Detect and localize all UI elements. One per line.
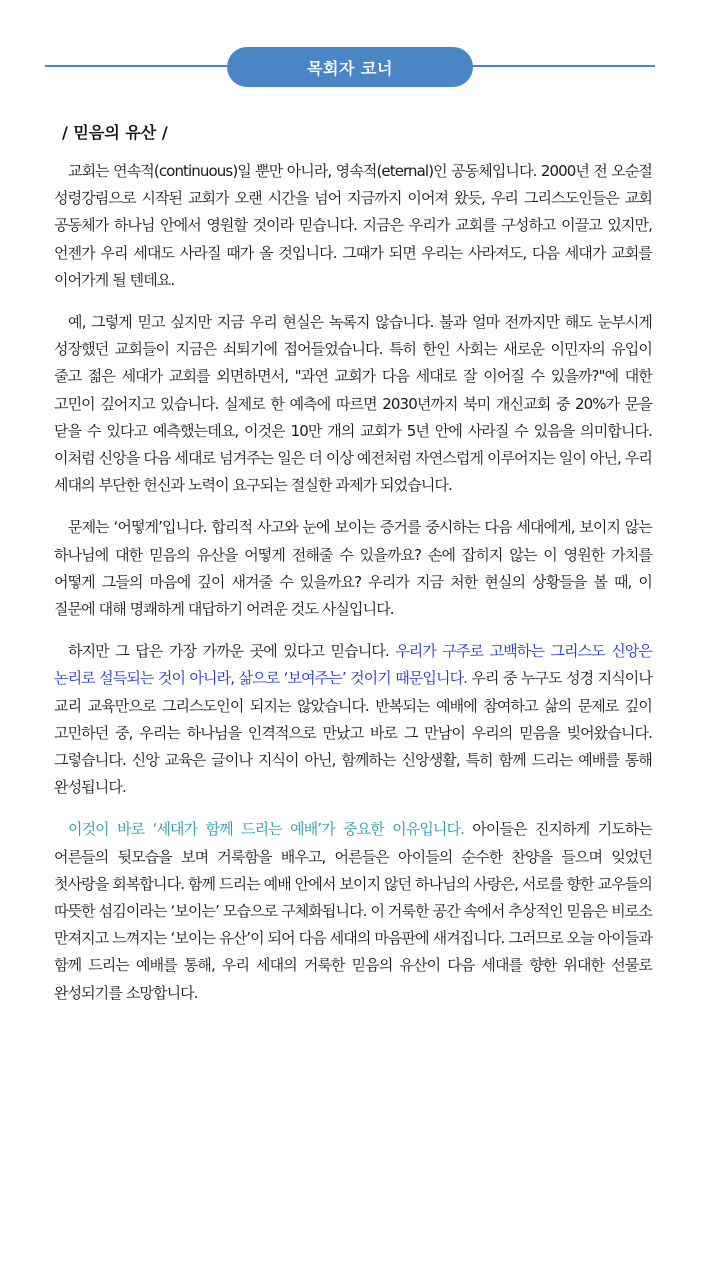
paragraph-2: 예, 그렇게 믿고 싶지만 지금 우리 현실은 녹록지 않습니다. 불과 얼마 전까지만 해도 눈부시게 성장했던 교회들이 지금은 쇠퇴기에 접어들었습니다. 특히 한인 사회는 새로운 이민자의 유입이 줄고 젊은 세대가 교회를 외면하면서, "과연 교회가 다음 세대로 잘 이어질 수 있을까?"에 대한 고민이 깊어지고 있습니다. 실제로 한 예측에 따르면 2030년까지 북미 개신교회 중 20%가 문을 닫을 수 있다고 예측했는데요, 이것은 10만 개의 교회가 5년 안에 사라질 수 있음을 의미합니다. 이처럼 신앙을 다음 세대로 넘겨주는 일은 더 이상 예전처럼 자연스럽게 이루어지는 일이 아닌, 우리 세대의 부단한 헌신과 노력이 요구되는 절실한 과제가 되었습니다. <box>54 313 652 495</box>
paragraph-3: 문제는 ‘어떻게’입니다. 합리적 사고와 눈에 보이는 증거를 중시하는 다음 세대에게, 보이지 않는 하나님에 대한 믿음의 유산을 어떻게 전해줄 수 있을까요? 손에 잡히지 않는 이 영원한 가치를 어떻게 그들의 마음에 깊이 새겨줄 수 있을까요? 우리가 지금 처한 현실의 상황들을 볼 때, 이 질문에 대해 명쾌하게 대답하기 어려운 것도 사실입니다. <box>54 518 652 619</box>
paragraph-4 <box>54 638 652 801</box>
corner-title: 목회자 코너 <box>307 58 393 78</box>
paragraph-1: 교회는 연속적(continuous)일 뿐만 아니라, 영속적(eternal)인 공동체입니다. 2000년 전 오순절 성령강림으로 시작된 교회가 오랜 시간을 넘어 지금까지 이어져 왔듯, 우리 그리스도인들은 교회 공동체가 하나님 안에서 영원할 것이라 믿습니다. 지금은 우리가 교회를 구성하고 이끌고 있지만, 언젠가 우리 세대도 사라질 때가 올 것입니다. 그때가 되면 우리는 사라져도, 다음 세대가 교회를 이어가게 될 텐데요. <box>54 162 652 289</box>
corner-title-badge <box>227 47 473 87</box>
paragraph-4-lead: 하지만 그 답은 가장 가까운 곳에 있다고 믿습니다. <box>68 642 389 661</box>
paragraph-5-rest: 아이들은 진지하게 기도하는 어른들의 뒷모습을 보며 거룩함을 배우고, 어른들은 아이들의 순수한 찬양을 들으며 잊었던 첫사랑을 회복합니다. 함께 드리는 예배 안에서 보이지 않던 하나님의 사랑은, 서로를 향한 교우들의 따뜻한 섬김이라는 ‘보이는’ 모습으로 구체화됩니다. 이 거룩한 공간 속에서 추상적인 믿음은 비로소 만져지고 느껴지는 ‘보이는 유산’이 되어 다음 세대의 마음판에 새겨집니다. 그러므로 오늘 아이들과 함께 드리는 예배를 통해, 우리 세대의 거룩한 믿음의 유산이 다음 세대를 향한 위대한 선물로 완성되기를 소망합니다. <box>54 820 653 1002</box>
paragraph-4-rest: 우리 중 누구도 성경 지식이나 교리 교육만으로 그리스도인이 되지는 않았습니다. 반복되는 예배에 참여하고 삶의 문제로 깊이 고민하던 중, 우리는 하나님을 인격적으로 만났고 바로 그 만남이 우리의 믿음을 빚어왔습니다. 그렇습니다. 신앙 교육은 글이나 지식이 아닌, 함께하는 신앙생활, 특히 함께 드리는 예배를 통해 완성됩니다. <box>54 669 652 797</box>
paragraph-5-highlight: 이것이 바로 ‘세대가 함께 드리는 예배’가 중요한 이유입니다. <box>68 820 464 839</box>
paragraph-4-highlight: 우리가 구주로 고백하는 그리스도 신앙은 논리로 설득되는 것이 아니라, 삶으로 ‘보여주는’ 것이기 때문입니다. <box>54 642 652 688</box>
article <box>54 118 652 1022</box>
paragraph-5 <box>54 816 652 1006</box>
article-title: / 믿음의 유산 / <box>62 123 168 142</box>
